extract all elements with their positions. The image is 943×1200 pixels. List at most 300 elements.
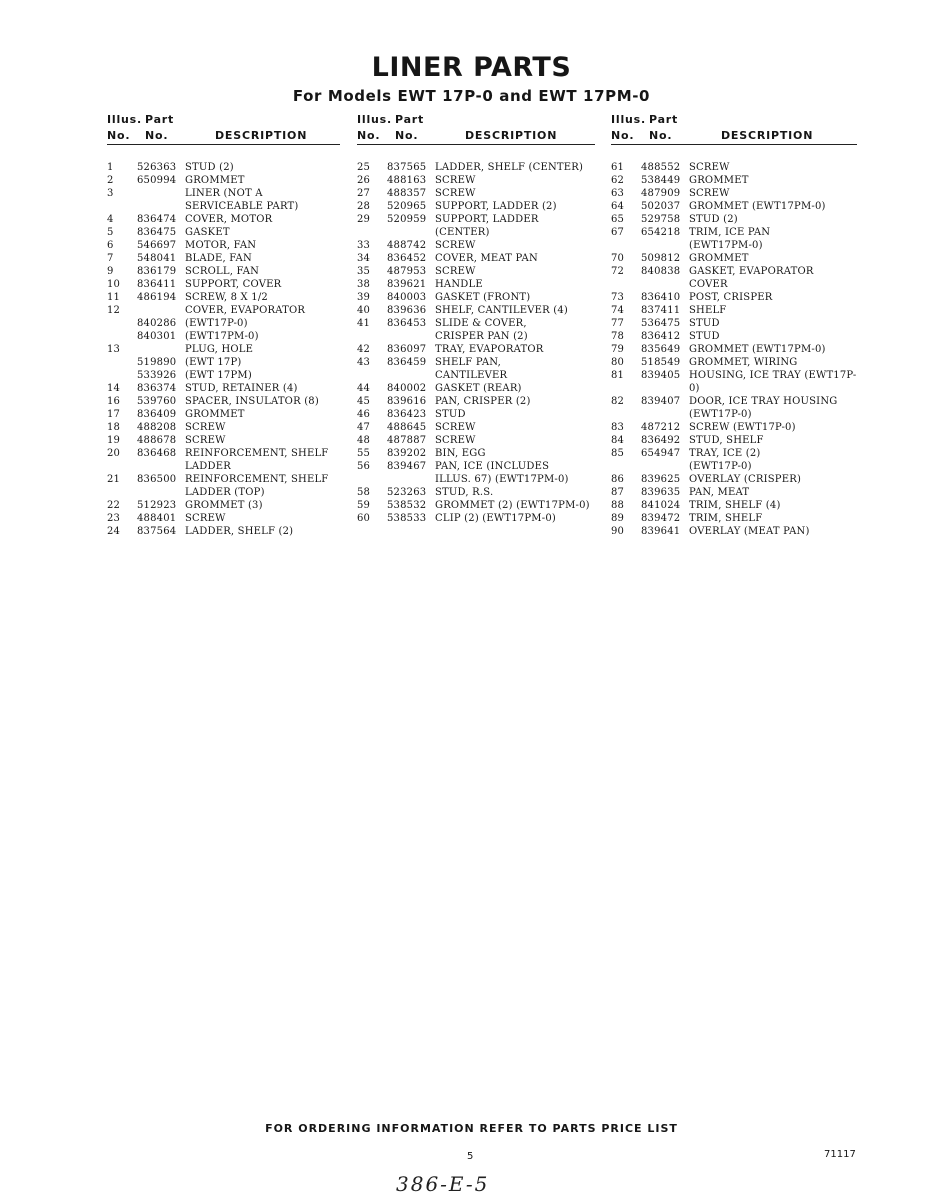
illus-number: 44 — [357, 383, 371, 394]
part-description: GROMMET (2) (EWT17PM-0) — [435, 500, 590, 511]
part-description: GROMMET — [185, 409, 245, 420]
part-description: POST, CRISPER — [689, 292, 773, 303]
part-number: 839405 — [641, 370, 681, 381]
illus-number: 86 — [611, 474, 625, 485]
part-description: SCREW — [689, 188, 730, 199]
part-number: 518549 — [641, 357, 681, 368]
illus-number: 16 — [107, 396, 121, 407]
part-number: 840301 — [137, 331, 177, 342]
part-row — [611, 512, 857, 525]
illus-number: 43 — [357, 357, 371, 368]
header-description: DESCRIPTION — [215, 129, 308, 142]
part-description: SUPPORT, LADDER (2) — [435, 201, 557, 212]
part-description: STUD (2) — [185, 162, 234, 173]
illus-number: 10 — [107, 279, 121, 290]
illus-number: 62 — [611, 175, 625, 186]
part-row — [611, 473, 857, 486]
illus-number: 4 — [107, 214, 114, 225]
part-row — [107, 356, 340, 369]
part-description: STUD (2) — [689, 214, 738, 225]
illus-number: 3 — [107, 188, 114, 199]
part-description: SHELF — [689, 305, 727, 316]
part-number: 520965 — [387, 201, 427, 212]
part-row — [357, 382, 595, 395]
illus-number: 22 — [107, 500, 121, 511]
illus-number: 21 — [107, 474, 121, 485]
part-description: STUD, RETAINER (4) — [185, 383, 298, 394]
parts-column-2 — [357, 112, 595, 525]
part-number: 488742 — [387, 240, 427, 251]
part-number: 836474 — [137, 214, 177, 225]
part-number: 488208 — [137, 422, 177, 433]
illus-number: 27 — [357, 188, 371, 199]
illus-number: 48 — [357, 435, 371, 446]
illus-number: 23 — [107, 513, 121, 524]
part-row — [611, 213, 857, 226]
part-number: 529758 — [641, 214, 681, 225]
illus-number: 59 — [357, 500, 371, 511]
part-row — [357, 447, 595, 460]
part-row — [357, 200, 595, 213]
part-description: STUD, R.S. — [435, 487, 494, 498]
part-row — [611, 226, 857, 252]
part-description: (EWT 17P) — [185, 357, 242, 368]
illus-number: 41 — [357, 318, 371, 329]
part-number: 835649 — [641, 344, 681, 355]
part-description: HOUSING, ICE TRAY (EWT17P-0) — [689, 370, 857, 394]
part-row — [357, 265, 595, 278]
part-row — [107, 499, 340, 512]
part-description: OVERLAY (MEAT PAN) — [689, 526, 810, 537]
part-row — [107, 343, 340, 356]
part-number: 839472 — [641, 513, 681, 524]
part-description: TRIM, ICE PAN (EWT17PM-0) — [689, 227, 771, 251]
part-row — [611, 187, 857, 200]
illus-number: 17 — [107, 409, 121, 420]
part-row — [357, 408, 595, 421]
part-number: 839641 — [641, 526, 681, 537]
part-number: 488552 — [641, 162, 681, 173]
part-number: 836409 — [137, 409, 177, 420]
part-description: SCROLL, FAN — [185, 266, 260, 277]
part-number: 526363 — [137, 162, 177, 173]
illus-number: 61 — [611, 162, 625, 173]
part-row — [357, 291, 595, 304]
illus-number: 87 — [611, 487, 625, 498]
part-number: 546697 — [137, 240, 177, 251]
part-number: 837411 — [641, 305, 681, 316]
illus-number: 55 — [357, 448, 371, 459]
part-number: 836453 — [387, 318, 427, 329]
illus-number: 35 — [357, 266, 371, 277]
part-row — [357, 239, 595, 252]
part-description: SCREW (EWT17P-0) — [689, 422, 796, 433]
part-description: SUPPORT, COVER — [185, 279, 282, 290]
illus-number: 34 — [357, 253, 371, 264]
illus-number: 9 — [107, 266, 114, 277]
part-description: TRIM, SHELF — [689, 513, 763, 524]
part-row — [107, 278, 340, 291]
part-number: 520959 — [387, 214, 427, 225]
illus-number: 58 — [357, 487, 371, 498]
parts-list — [611, 145, 857, 538]
part-row — [611, 200, 857, 213]
part-row — [107, 213, 340, 226]
part-number: 836452 — [387, 253, 427, 264]
part-row — [357, 213, 595, 239]
part-number: 839636 — [387, 305, 427, 316]
part-description: COVER, MEAT PAN — [435, 253, 538, 264]
part-description: SCREW — [185, 435, 226, 446]
part-row — [357, 512, 595, 525]
illus-number: 83 — [611, 422, 625, 433]
page-title: LINER PARTS — [371, 52, 572, 83]
part-row — [107, 161, 340, 174]
illus-number: 79 — [611, 344, 625, 355]
part-row — [357, 187, 595, 200]
part-description: GROMMET (EWT17PM-0) — [689, 201, 826, 212]
part-number: 840003 — [387, 292, 427, 303]
part-row — [107, 239, 340, 252]
illus-number: 28 — [357, 201, 371, 212]
part-row — [611, 161, 857, 174]
illus-number: 45 — [357, 396, 371, 407]
part-row — [357, 356, 595, 382]
parts-list — [107, 145, 340, 538]
part-description: STUD, SHELF — [689, 435, 764, 446]
part-number: 488645 — [387, 422, 427, 433]
part-row — [107, 317, 340, 330]
column-header — [107, 112, 340, 145]
header-no: No. — [107, 129, 131, 142]
header-description: DESCRIPTION — [721, 129, 814, 142]
part-row — [357, 174, 595, 187]
part-number: 538532 — [387, 500, 427, 511]
illus-number: 12 — [107, 305, 121, 316]
part-number: 840002 — [387, 383, 427, 394]
header-no: No. — [357, 129, 381, 142]
part-number: 836468 — [137, 448, 177, 459]
part-number: 836500 — [137, 474, 177, 485]
part-description: (EWT17P-0) — [185, 318, 248, 329]
parts-list — [357, 145, 595, 525]
part-description: GROMMET — [185, 175, 245, 186]
part-description: GROMMET (EWT17PM-0) — [689, 344, 826, 355]
part-row — [107, 408, 340, 421]
part-number: 487212 — [641, 422, 681, 433]
illus-number: 5 — [107, 227, 114, 238]
illus-number: 74 — [611, 305, 625, 316]
part-description: TRIM, SHELF (4) — [689, 500, 781, 511]
illus-number: 80 — [611, 357, 625, 368]
part-description: LADDER, SHELF (2) — [185, 526, 294, 537]
part-description: MOTOR, FAN — [185, 240, 257, 251]
illus-number: 24 — [107, 526, 121, 537]
header-part: Part — [649, 113, 679, 126]
illus-number: 13 — [107, 344, 121, 355]
part-number: 836459 — [387, 357, 427, 368]
illus-number: 19 — [107, 435, 121, 446]
illus-number: 88 — [611, 500, 625, 511]
part-description: STUD — [689, 331, 720, 342]
part-number: 502037 — [641, 201, 681, 212]
part-number: 837565 — [387, 162, 427, 173]
part-number: 839407 — [641, 396, 681, 407]
handwritten-note: 386-E-5 — [396, 1172, 490, 1196]
part-row — [611, 525, 857, 538]
illus-number: 84 — [611, 435, 625, 446]
part-row — [107, 512, 340, 525]
header-illus: Illus. — [107, 113, 142, 126]
header-no: No. — [611, 129, 635, 142]
part-row — [107, 447, 340, 473]
part-description: STUD — [689, 318, 720, 329]
part-description: TRAY, ICE (2) (EWT17P-0) — [689, 448, 761, 472]
illus-number: 72 — [611, 266, 625, 277]
part-number: 837564 — [137, 526, 177, 537]
part-description: SPACER, INSULATOR (8) — [185, 396, 319, 407]
part-number: 487909 — [641, 188, 681, 199]
illus-number: 73 — [611, 292, 625, 303]
illus-number: 11 — [107, 292, 121, 303]
illus-number: 40 — [357, 305, 371, 316]
part-description: REINFORCEMENT, SHELF LADDER — [185, 448, 329, 472]
illus-number: 65 — [611, 214, 625, 225]
illus-number: 82 — [611, 396, 625, 407]
part-row — [107, 330, 340, 343]
part-description: SUPPORT, LADDER (CENTER) — [435, 214, 539, 238]
part-description: CLIP (2) (EWT17PM-0) — [435, 513, 556, 524]
illus-number: 1 — [107, 162, 114, 173]
part-row — [611, 369, 857, 395]
part-description: SCREW — [435, 175, 476, 186]
illus-number: 63 — [611, 188, 625, 199]
part-number: 486194 — [137, 292, 177, 303]
part-row — [611, 434, 857, 447]
part-row — [357, 395, 595, 408]
part-number: 840286 — [137, 318, 177, 329]
part-row — [611, 330, 857, 343]
part-description: LADDER, SHELF (CENTER) — [435, 162, 584, 173]
illus-number: 33 — [357, 240, 371, 251]
part-row — [107, 434, 340, 447]
header-part-no: No. — [145, 129, 169, 142]
part-row — [107, 395, 340, 408]
part-description: PLUG, HOLE — [185, 344, 254, 355]
parts-column-1 — [107, 112, 340, 538]
part-row — [611, 174, 857, 187]
header-part-no: No. — [649, 129, 673, 142]
part-number: 539760 — [137, 396, 177, 407]
part-number: 509812 — [641, 253, 681, 264]
part-number: 839625 — [641, 474, 681, 485]
header-part: Part — [145, 113, 175, 126]
header-part: Part — [395, 113, 425, 126]
illus-number: 7 — [107, 253, 114, 264]
part-description: SCREW — [689, 162, 730, 173]
part-description: REINFORCEMENT, SHELF LADDER (TOP) — [185, 474, 329, 498]
part-row — [107, 252, 340, 265]
part-row — [611, 291, 857, 304]
part-description: SCREW — [435, 266, 476, 277]
part-description: (EWT17PM-0) — [185, 331, 259, 342]
part-description: TRAY, EVAPORATOR — [435, 344, 544, 355]
part-number: 487887 — [387, 435, 427, 446]
illus-number: 85 — [611, 448, 625, 459]
illus-number: 56 — [357, 461, 371, 472]
part-description: SCREW — [435, 435, 476, 446]
illus-number: 38 — [357, 279, 371, 290]
part-row — [107, 226, 340, 239]
part-description: GROMMET — [689, 175, 749, 186]
part-description: COVER, MOTOR — [185, 214, 273, 225]
part-number: 488163 — [387, 175, 427, 186]
parts-column-3 — [611, 112, 857, 538]
illus-number: 89 — [611, 513, 625, 524]
part-row — [611, 252, 857, 265]
part-row — [107, 187, 340, 213]
header-description: DESCRIPTION — [465, 129, 558, 142]
part-number: 533926 — [137, 370, 177, 381]
part-description: GASKET, EVAPORATOR COVER — [689, 266, 814, 290]
part-number: 836374 — [137, 383, 177, 394]
part-row — [357, 434, 595, 447]
part-description: PAN, ICE (INCLUDES ILLUS. 67) (EWT17PM-0) — [435, 461, 569, 485]
part-row — [357, 421, 595, 434]
illus-number: 90 — [611, 526, 625, 537]
part-description: GASKET (REAR) — [435, 383, 522, 394]
part-number: 536475 — [641, 318, 681, 329]
part-row — [357, 486, 595, 499]
illus-number: 77 — [611, 318, 625, 329]
part-description: SCREW — [435, 422, 476, 433]
column-header — [357, 112, 595, 145]
illus-number: 39 — [357, 292, 371, 303]
part-number: 488678 — [137, 435, 177, 446]
illus-number: 29 — [357, 214, 371, 225]
illus-number: 46 — [357, 409, 371, 420]
illus-number: 20 — [107, 448, 121, 459]
part-number: 512923 — [137, 500, 177, 511]
part-description: BIN, EGG — [435, 448, 486, 459]
part-number: 523263 — [387, 487, 427, 498]
part-description: SCREW — [185, 513, 226, 524]
part-row — [357, 252, 595, 265]
part-description: GROMMET (3) — [185, 500, 263, 511]
part-description: GASKET (FRONT) — [435, 292, 531, 303]
part-description: BLADE, FAN — [185, 253, 252, 264]
part-description: SCREW — [435, 188, 476, 199]
part-number: 654947 — [641, 448, 681, 459]
part-row — [107, 421, 340, 434]
ordering-footer: FOR ORDERING INFORMATION REFER TO PARTS PRICE LIST — [265, 1122, 678, 1135]
illus-number: 6 — [107, 240, 114, 251]
part-row — [611, 343, 857, 356]
page-number: 5 — [467, 1151, 474, 1162]
part-number: 836179 — [137, 266, 177, 277]
column-header — [611, 112, 857, 145]
part-row — [107, 265, 340, 278]
part-row — [107, 304, 340, 317]
part-row — [611, 421, 857, 434]
part-description: SHELF, CANTILEVER (4) — [435, 305, 569, 316]
part-description: GASKET — [185, 227, 230, 238]
part-number: 836411 — [137, 279, 177, 290]
part-number: 538449 — [641, 175, 681, 186]
page-subtitle: For Models EWT 17P-0 and EWT 17PM-0 — [292, 87, 651, 105]
illus-number: 26 — [357, 175, 371, 186]
part-number: 841024 — [641, 500, 681, 511]
part-row — [611, 499, 857, 512]
part-number: 488401 — [137, 513, 177, 524]
illus-number: 60 — [357, 513, 371, 524]
illus-number: 42 — [357, 344, 371, 355]
part-description: GROMMET — [689, 253, 749, 264]
illus-number: 67 — [611, 227, 625, 238]
part-description: HANDLE — [435, 279, 483, 290]
part-description: LINER (NOT A SERVICEABLE PART) — [185, 188, 299, 212]
illus-number: 18 — [107, 422, 121, 433]
part-row — [107, 174, 340, 187]
part-row — [611, 447, 857, 473]
illus-number: 78 — [611, 331, 625, 342]
part-row — [357, 161, 595, 174]
part-number: 519890 — [137, 357, 177, 368]
part-number: 836410 — [641, 292, 681, 303]
part-row — [107, 382, 340, 395]
part-row — [357, 304, 595, 317]
part-description: (EWT 17PM) — [185, 370, 252, 381]
part-row — [357, 343, 595, 356]
part-number: 538533 — [387, 513, 427, 524]
illus-number: 47 — [357, 422, 371, 433]
part-number: 839621 — [387, 279, 427, 290]
part-number: 650994 — [137, 175, 177, 186]
part-row — [107, 369, 340, 382]
part-number: 839635 — [641, 487, 681, 498]
part-row — [357, 460, 595, 486]
part-row — [107, 473, 340, 499]
part-number: 487953 — [387, 266, 427, 277]
part-row — [357, 499, 595, 512]
part-description: PAN, CRISPER (2) — [435, 396, 531, 407]
part-row — [107, 291, 340, 304]
part-row — [357, 278, 595, 291]
document-code: 71117 — [824, 1149, 856, 1160]
part-description: SCREW — [435, 240, 476, 251]
part-description: GROMMET, WIRING — [689, 357, 798, 368]
part-row — [611, 395, 857, 421]
part-number: 654218 — [641, 227, 681, 238]
part-number: 839467 — [387, 461, 427, 472]
part-number: 488357 — [387, 188, 427, 199]
header-part-no: No. — [395, 129, 419, 142]
part-number: 839202 — [387, 448, 427, 459]
part-row — [611, 304, 857, 317]
illus-number: 81 — [611, 370, 625, 381]
part-row — [611, 265, 857, 291]
part-description: PAN, MEAT — [689, 487, 750, 498]
part-number: 836097 — [387, 344, 427, 355]
illus-number: 70 — [611, 253, 625, 264]
part-description: SHELF PAN, CANTILEVER — [435, 357, 508, 381]
part-row — [611, 356, 857, 369]
part-row — [107, 525, 340, 538]
part-description: DOOR, ICE TRAY HOUSING (EWT17P-0) — [689, 396, 838, 420]
part-number: 836475 — [137, 227, 177, 238]
illus-number: 2 — [107, 175, 114, 186]
part-number: 839616 — [387, 396, 427, 407]
